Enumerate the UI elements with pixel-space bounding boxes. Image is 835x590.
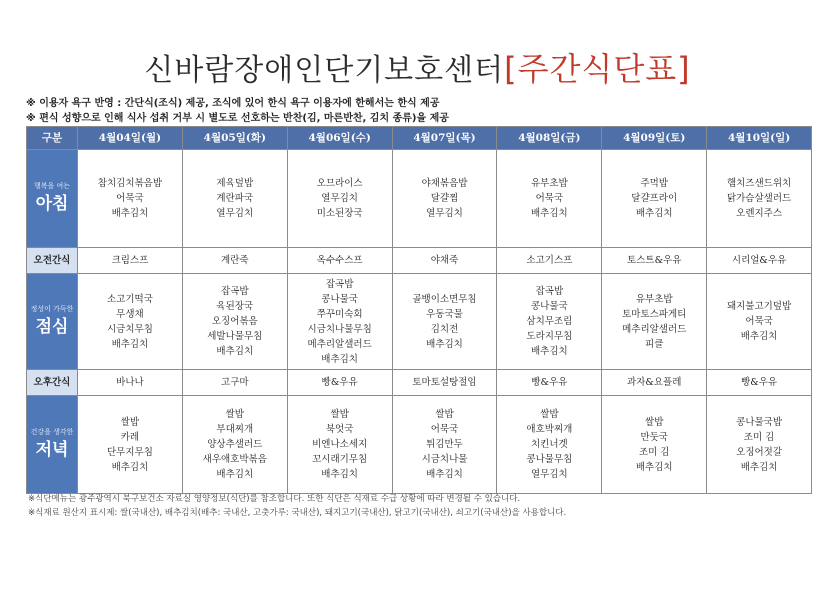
menu-item: 계란죽 — [221, 255, 249, 266]
note-line: ※식단메뉴는 광주광역시 북구보건소 자료실 영양정보(식단)를 참조합니다. 또한 식단은 식재료 수급 상황에 따라 변경될 수 있습니다. — [28, 494, 521, 504]
menu-item: 유부초밥 — [635, 293, 673, 305]
lunch-cell — [497, 274, 602, 370]
menu-item: 시금치나물무침 — [307, 323, 372, 335]
menu-item: 미소된장국 — [316, 208, 363, 219]
dinner-title: 저녁 — [35, 440, 69, 460]
menu-item: 콩나물국밥 — [736, 416, 783, 428]
menu-item: 빵&우유 — [531, 377, 568, 388]
menu-item: 쌀밥 — [540, 409, 559, 420]
pm-snack-cell — [287, 370, 392, 396]
menu-item: 소고기떡국 — [106, 293, 153, 305]
menu-item: 배추김치 — [111, 338, 149, 350]
breakfast-subtitle: 행복을 여는 — [33, 182, 71, 190]
center-name: 신바람장애인단기보호센터 — [144, 53, 505, 88]
dinner-cell — [392, 396, 497, 494]
dinner-cell — [497, 396, 602, 494]
menu-item: 조미 김 — [743, 431, 775, 443]
breakfast-cell — [707, 150, 812, 248]
am-snack-row — [27, 248, 812, 274]
menu-item: 애호박찌개 — [526, 424, 573, 435]
am-snack-cell — [182, 248, 287, 274]
lunch-cell — [182, 274, 287, 370]
menu-item: 참치김치볶음밥 — [97, 178, 163, 189]
menu-item: 배추김치 — [111, 208, 149, 219]
menu-item: 배추김치 — [321, 469, 358, 480]
menu-item: 열무김치 — [426, 208, 463, 219]
am-snack-cell — [392, 248, 497, 274]
dinner-cell — [707, 396, 812, 494]
day-header: 4월09일(토) — [602, 127, 707, 150]
menu-item: 배추김치 — [740, 461, 778, 473]
day-header: 4월05일(화) — [182, 127, 287, 150]
menu-item: 토스트&우유 — [627, 255, 682, 266]
menu-item: 열무김치 — [216, 208, 254, 219]
pm-snack-cell — [602, 370, 707, 396]
menu-item: 빵&우유 — [741, 377, 778, 388]
menu-item: 우동국물 — [426, 308, 463, 320]
pm-snack-label: 오후간식 — [27, 370, 78, 396]
menu-item: 소고기스프 — [526, 255, 573, 266]
menu-item: 달걀찜 — [430, 193, 459, 204]
menu-item: 과자&요플레 — [627, 377, 682, 388]
menu-item: 어묵국 — [745, 316, 773, 327]
menu-item: 옥수수스프 — [316, 255, 363, 266]
menu-item: 오므라이스 — [316, 178, 363, 189]
lunch-row — [27, 274, 812, 370]
menu-item: 튀김만두 — [426, 439, 463, 450]
menu-item: 오징어볶음 — [211, 316, 258, 327]
note-line: ※ 편식 성향으로 인해 식사 섭취 거부 시 별도로 선호하는 반찬(김, 마른반찬, 김치 종류)을 제공 — [26, 113, 449, 124]
menu-item: 쭈꾸미숙회 — [316, 308, 363, 320]
lunch-title: 점심 — [35, 317, 69, 337]
weekly-menu-table — [26, 126, 812, 494]
menu-item: 배추김치 — [740, 331, 778, 342]
menu-item: 세발나물무침 — [207, 331, 263, 342]
menu-item: 만둣국 — [640, 431, 668, 443]
menu-item: 닭가슴살샐러드 — [726, 193, 792, 204]
menu-item: 카레 — [120, 431, 140, 443]
lunch-cell — [78, 274, 183, 370]
menu-item: 김치전 — [430, 323, 459, 335]
day-header: 4월04일(월) — [78, 127, 183, 150]
day-header: 4월07일(목) — [392, 127, 497, 150]
lunch-cell — [392, 274, 497, 370]
menu-item: 주먹밥 — [640, 178, 668, 189]
menu-item: 콩나물국 — [321, 293, 358, 305]
am-snack-cell — [78, 248, 183, 274]
breakfast-cell — [497, 150, 602, 248]
page-title — [0, 44, 835, 90]
top-notes — [26, 96, 449, 126]
menu-item: 야채죽 — [430, 255, 459, 266]
menu-item: 메추리알샐러드 — [622, 323, 687, 335]
pm-snack-cell — [78, 370, 183, 396]
menu-item: 꼬시래기무침 — [312, 454, 368, 465]
breakfast-cell — [602, 150, 707, 248]
menu-item: 시금치나물 — [421, 454, 468, 465]
menu-item: 쌀밥 — [120, 416, 140, 428]
breakfast-cell — [287, 150, 392, 248]
menu-item: 골뱅이소면무침 — [412, 293, 477, 305]
header-corner: 구분 — [27, 127, 78, 150]
menu-item: 육된장국 — [216, 301, 254, 312]
dinner-cell — [78, 396, 183, 494]
menu-item: 새우애호박볶음 — [202, 454, 267, 465]
day-header: 4월06일(수) — [287, 127, 392, 150]
menu-item: 열무김치 — [531, 469, 568, 480]
menu-item: 도라지무침 — [526, 331, 573, 342]
menu-item: 배추김치 — [216, 346, 254, 357]
menu-item: 유부초밥 — [531, 178, 568, 189]
menu-item: 어묵국 — [535, 193, 564, 204]
menu-item: 제육덮밥 — [216, 178, 254, 189]
dinner-label — [27, 396, 78, 494]
am-snack-cell — [497, 248, 602, 274]
menu-item: 잡곡밥 — [325, 278, 354, 290]
am-snack-cell — [602, 248, 707, 274]
lunch-label — [27, 274, 78, 370]
menu-item: 비엔나소세지 — [312, 439, 368, 450]
menu-item: 크림스프 — [111, 255, 149, 266]
menu-item: 돼지불고기덮밥 — [726, 301, 792, 312]
dinner-row — [27, 396, 812, 494]
day-header: 4월08일(금) — [497, 127, 602, 150]
menu-item: 시리얼&우유 — [731, 255, 787, 266]
dinner-cell — [602, 396, 707, 494]
pm-snack-cell — [707, 370, 812, 396]
menu-item: 배추김치 — [635, 461, 673, 473]
menu-item: 오징어젓갈 — [736, 446, 783, 458]
menu-item: 쌀밥 — [645, 416, 664, 428]
menu-item: 야채볶음밥 — [421, 178, 468, 189]
breakfast-cell — [392, 150, 497, 248]
menu-item: 달걀프라이 — [631, 193, 678, 204]
menu-item: 열무김치 — [321, 193, 358, 204]
lunch-cell — [707, 274, 812, 370]
dinner-cell — [182, 396, 287, 494]
menu-item: 잡곡밥 — [535, 286, 564, 297]
menu-item: 메추리알샐러드 — [307, 338, 372, 350]
menu-item: 배추김치 — [531, 208, 568, 219]
menu-item: 토마토스파게티 — [622, 308, 687, 320]
menu-item: 쌀밥 — [225, 409, 244, 420]
breakfast-row — [27, 150, 812, 248]
menu-item: 조미 김 — [638, 446, 670, 458]
menu-item: 계란파국 — [216, 193, 254, 204]
menu-item: 콩나물국 — [531, 301, 568, 312]
menu-item: 햄치즈샌드위치 — [726, 178, 792, 189]
pm-snack-cell — [392, 370, 497, 396]
breakfast-cell — [182, 150, 287, 248]
am-snack-cell — [287, 248, 392, 274]
breakfast-cell — [78, 150, 183, 248]
menu-item: 치킨너겟 — [531, 439, 568, 450]
menu-item: 배추김치 — [426, 338, 463, 350]
note-line: ※식재료 원산지 표시제: 쌀(국내산), 배추김치(배추: 국내산, 고춧가루: 국내산), 돼지고기(국내산), 닭고기(국내산), 쇠고기(국내산)을 사용합니다. — [28, 508, 567, 518]
menu-item: 빵&우유 — [321, 377, 358, 388]
menu-item: 바나나 — [116, 377, 144, 388]
menu-item: 배추김치 — [531, 346, 568, 357]
dinner-cell — [287, 396, 392, 494]
menu-item: 피클 — [645, 338, 664, 350]
menu-item: 삼치무조림 — [526, 316, 573, 327]
menu-item: 고구마 — [221, 377, 249, 388]
menu-item: 콩나물무침 — [526, 454, 573, 465]
pm-snack-cell — [497, 370, 602, 396]
menu-item: 양상추샐러드 — [207, 439, 263, 450]
am-snack-label: 오전간식 — [27, 248, 78, 274]
dinner-subtitle: 건강을 생각한 — [30, 428, 74, 436]
breakfast-label — [27, 150, 78, 248]
menu-item: 시금치무침 — [106, 323, 153, 335]
menu-item: 오렌지주스 — [736, 208, 783, 219]
menu-item: 배추김치 — [216, 469, 254, 480]
menu-item: 어묵국 — [430, 424, 459, 435]
menu-item: 무생채 — [116, 308, 144, 320]
am-snack-cell — [707, 248, 812, 274]
menu-item: 배추김치 — [635, 208, 673, 219]
lunch-cell — [602, 274, 707, 370]
lunch-cell — [287, 274, 392, 370]
pm-snack-row — [27, 370, 812, 396]
menu-item: 쌀밥 — [435, 409, 454, 420]
menu-item: 잡곡밥 — [221, 286, 249, 297]
header-row — [27, 127, 812, 150]
breakfast-title: 아침 — [35, 194, 69, 214]
menu-item: 쌀밥 — [330, 409, 349, 420]
menu-item: 배추김치 — [321, 353, 358, 365]
note-line: ※ 이용자 욕구 반영 : 간단식(조식) 제공, 조식에 있어 한식 욕구 이용자에 한해서는 한식 제공 — [26, 98, 440, 109]
menu-item: 토마토설탕절임 — [412, 377, 477, 388]
menu-item: 배추김치 — [426, 469, 463, 480]
menu-item: 북엇국 — [325, 424, 354, 435]
menu-item: 배추김치 — [111, 461, 149, 473]
menu-item: 부대찌개 — [216, 424, 254, 435]
bottom-notes — [28, 492, 566, 520]
pm-snack-cell — [182, 370, 287, 396]
weekly-menu-label: [주간식단표] — [504, 50, 691, 88]
day-header: 4월10일(일) — [707, 127, 812, 150]
lunch-subtitle: 정성이 가득한 — [30, 305, 74, 313]
menu-item: 어묵국 — [116, 193, 144, 204]
menu-item: 단무지무침 — [106, 446, 153, 458]
